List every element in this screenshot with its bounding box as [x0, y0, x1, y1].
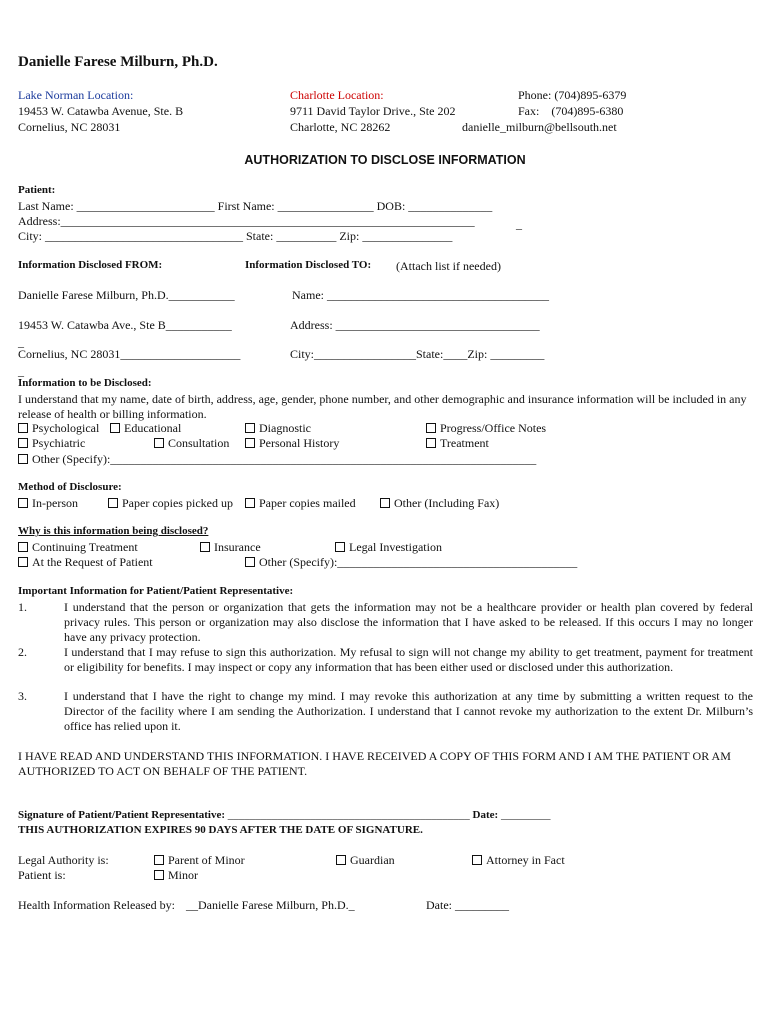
checkbox-icon	[336, 855, 346, 865]
checkbox-progress-notes[interactable]: Progress/Office Notes	[426, 421, 546, 436]
lake-norman-label: Lake Norman Location:	[18, 88, 134, 102]
checkbox-icon	[426, 438, 436, 448]
charlotte-address-line1: 9711 David Taylor Drive., Ste 202	[290, 104, 456, 118]
disclosed-to-address-field[interactable]: Address: __________________________________	[290, 318, 540, 332]
signature-label: Signature of Patient/Patient Representative:	[18, 809, 226, 821]
info-disclosed-text: I understand that my name, date of birth, address, age, gender, phone number, and other demographic and insurance information will be included in any release of health or billing information.	[18, 392, 747, 421]
checkbox-icon	[245, 498, 255, 508]
checkbox-psychological[interactable]: Psychological	[18, 421, 99, 436]
disclosed-from-underscore-top: _	[18, 335, 24, 349]
patient-name-dob-line[interactable]: Last Name: _______________________ First Name: ________________ DOB: ______________	[18, 199, 493, 213]
checkbox-icon	[380, 498, 390, 508]
patient-address-line[interactable]: Address:_____________________________________________________________________	[18, 214, 475, 228]
disclosed-from-city: Cornelius, NC 28031____________________	[18, 347, 241, 361]
checkbox-guardian[interactable]: Guardian	[336, 853, 395, 868]
disclosed-to-city-field[interactable]: City:_________________State:____Zip: _________	[290, 347, 545, 361]
released-by-value: __Danielle Farese Milburn, Ph.D._	[186, 898, 355, 912]
lake-norman-address-line1: 19453 W. Catawba Avenue, Ste. B	[18, 104, 184, 118]
checkbox-icon	[18, 542, 28, 552]
provider-name: Danielle Farese Milburn, Ph.D.	[18, 54, 218, 70]
checkbox-icon	[154, 870, 164, 880]
form-title: AUTHORIZATION TO DISCLOSE INFORMATION	[244, 153, 526, 167]
signature-line[interactable]: ____________________________________________	[225, 809, 473, 821]
checkbox-icon	[245, 438, 255, 448]
checkbox-treatment[interactable]: Treatment	[426, 436, 489, 451]
checkbox-paper-picked-up[interactable]: Paper copies picked up	[108, 496, 233, 511]
signature-row	[18, 809, 550, 821]
checkbox-psychiatric[interactable]: Psychiatric	[18, 436, 85, 451]
email-address: danielle_milburn@bellsouth.net	[462, 120, 617, 134]
checkbox-icon	[200, 542, 210, 552]
important-item-number: 3.	[18, 689, 27, 703]
checkbox-personal-history[interactable]: Personal History	[245, 436, 339, 451]
checkbox-parent-of-minor[interactable]: Parent of Minor	[154, 853, 245, 868]
disclosed-to-note: (Attach list if needed)	[396, 259, 501, 273]
released-date-field[interactable]: Date: _________	[426, 898, 509, 912]
checkbox-icon	[335, 542, 345, 552]
checkbox-icon	[18, 454, 28, 464]
important-item-text: I understand that the person or organization that gets the information may not be a healthcare provider or health plan covered by federal privacy rules. This person or organization may also disclose the information that I have asked to be released. If this occurs I may no longer have any privacy protection.	[64, 600, 753, 644]
checkbox-consultation[interactable]: Consultation	[154, 436, 229, 451]
disclosed-from-address: 19453 W. Catawba Ave., Ste B___________	[18, 318, 232, 332]
important-item-number: 2.	[18, 645, 27, 659]
charlotte-label: Charlotte Location:	[290, 88, 384, 102]
method-heading: Method of Disclosure:	[18, 481, 122, 493]
important-heading: Important Information for Patient/Patient Representative:	[18, 585, 294, 597]
checkbox-request-of-patient[interactable]: At the Request of Patient	[18, 555, 153, 570]
released-by-label: Health Information Released by:	[18, 898, 175, 912]
checkbox-educational[interactable]: Educational	[110, 421, 181, 436]
signature-date-line[interactable]: _________	[498, 809, 551, 821]
signature-date-label: Date:	[472, 809, 499, 821]
checkbox-attorney-in-fact[interactable]: Attorney in Fact	[472, 853, 565, 868]
checkbox-icon	[110, 423, 120, 433]
expiration-notice: THIS AUTHORIZATION EXPIRES 90 DAYS AFTER THE DATE OF SIGNATURE.	[18, 824, 423, 836]
disclosed-from-underscore-bottom: _	[18, 364, 24, 378]
checkbox-insurance[interactable]: Insurance	[200, 540, 261, 555]
checkbox-icon	[154, 438, 164, 448]
important-item-text: I understand that I may refuse to sign this authorization. My refusal to sign will not change my ability to get treatment, payment for treatment or eligibility for benefits. I may inspect or copy any information that has been either used or disclosed under this authorization.	[64, 645, 753, 674]
checkbox-icon	[18, 557, 28, 567]
checkbox-icon	[18, 438, 28, 448]
lake-norman-address-line2: Cornelius, NC 28031	[18, 120, 121, 134]
patient-is-label: Patient is:	[18, 868, 66, 882]
charlotte-address-line2: Charlotte, NC 28262	[290, 120, 391, 134]
checkbox-icon	[18, 423, 28, 433]
checkbox-icon	[472, 855, 482, 865]
checkbox-why-other[interactable]: Other (Specify):________________________________________	[245, 555, 577, 570]
patient-address-line-end: _	[516, 217, 522, 231]
why-heading: Why is this information being disclosed?	[18, 525, 209, 537]
checkbox-other-fax[interactable]: Other (Including Fax)	[380, 496, 499, 511]
checkbox-icon	[426, 423, 436, 433]
disclosed-from-name: Danielle Farese Milburn, Ph.D.___________	[18, 288, 235, 302]
checkbox-legal-investigation[interactable]: Legal Investigation	[335, 540, 442, 555]
checkbox-icon	[245, 423, 255, 433]
info-disclosed-heading: Information to be Disclosed:	[18, 377, 152, 389]
patient-heading: Patient:	[18, 184, 56, 196]
acknowledgement-text: I HAVE READ AND UNDERSTAND THIS INFORMATION. I HAVE RECEIVED A COPY OF THIS FORM AND I AM THE PATIENT OR AM AUTHORIZED TO ACT ON BEHALF OF THE PATIENT.	[18, 749, 731, 778]
patient-city-state-zip-line[interactable]: City: _________________________________ State: __________ Zip: _______________	[18, 229, 453, 243]
checkbox-diagnostic[interactable]: Diagnostic	[245, 421, 311, 436]
phone-number: Phone: (704)895-6379	[518, 88, 627, 102]
fax-number: Fax: (704)895-6380	[518, 104, 624, 118]
checkbox-other-specify[interactable]: Other (Specify):_______________________________________________________________________	[18, 452, 536, 467]
disclosed-from-heading: Information Disclosed FROM:	[18, 259, 163, 271]
checkbox-minor[interactable]: Minor	[154, 868, 198, 883]
checkbox-icon	[108, 498, 118, 508]
disclosed-to-name-field[interactable]: Name: _____________________________________	[292, 288, 549, 302]
checkbox-paper-mailed[interactable]: Paper copies mailed	[245, 496, 356, 511]
checkbox-continuing-treatment[interactable]: Continuing Treatment	[18, 540, 138, 555]
important-item-number: 1.	[18, 600, 27, 614]
checkbox-icon	[154, 855, 164, 865]
legal-authority-label: Legal Authority is:	[18, 853, 109, 867]
checkbox-in-person[interactable]: In-person	[18, 496, 78, 511]
important-item-text: I understand that I have the right to change my mind. I may revoke this authorization at any time by submitting a written request to the Director of the facility where I am sending the Authorization. I understand that I cannot revoke my authorization to the extent Dr. Milburn’s office has relied upon it.	[64, 689, 753, 733]
disclosed-to-heading: Information Disclosed TO:	[245, 259, 372, 271]
checkbox-icon	[18, 498, 28, 508]
checkbox-icon	[245, 557, 255, 567]
